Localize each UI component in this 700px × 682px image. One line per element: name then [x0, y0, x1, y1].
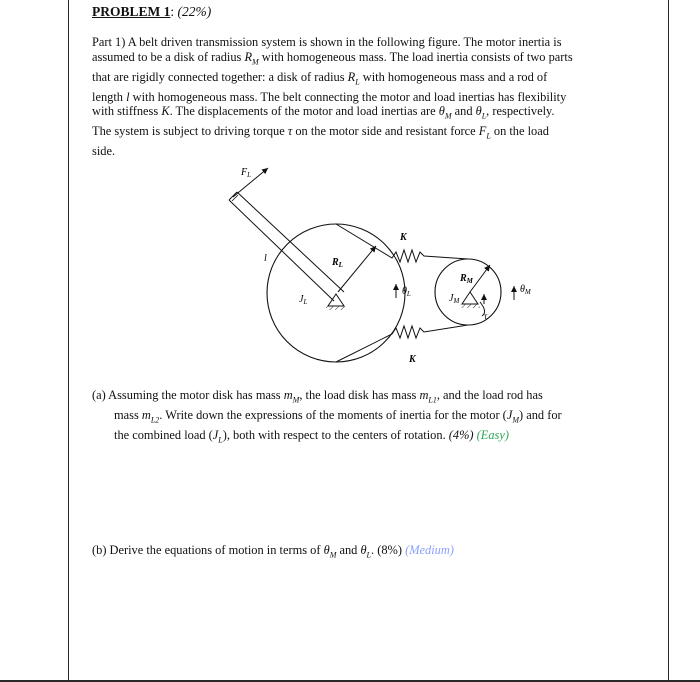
symbol-rm: $R_M$ [244, 49, 259, 67]
load-disk [267, 224, 405, 362]
symbol-l: l [126, 89, 130, 104]
qa-line2: mass $m_{L2}$. Write down the expressions of the moments of inertia for the motor $(J_M)$ and for [114, 408, 562, 425]
motor-pivot-icon [460, 292, 480, 308]
part1-text: with homogeneous mass and a rod of [359, 69, 548, 84]
part1-text: with homogeneous mass. The belt connecting the motor and load inertias has flexibility [129, 89, 567, 104]
belt-top-spring [336, 224, 468, 262]
qa-line3: the combined load $(J_L)$, both with respect to the centers of rotation. (4%) (Easy) [114, 428, 510, 445]
part1-text: and [451, 104, 476, 119]
qa-text: (a) Assuming the motor disk has mass [92, 388, 284, 402]
qb-text: (b) Derive the equations of motion in terms of [92, 543, 324, 557]
part1-text: on the load [490, 124, 549, 139]
part1-text: assumed to be a disk of radius [92, 49, 245, 64]
part1-text: , respectively. [486, 104, 555, 119]
part1-text: on the motor side and resistant force [292, 124, 479, 139]
symbol-fl: $F_L$ [478, 124, 491, 141]
symbol-theta-m: $\theta_M$ [323, 543, 337, 560]
problem-percent: (22%) [177, 4, 212, 19]
question-a [92, 388, 612, 448]
fig-label-rl: $R_L$ [332, 257, 343, 269]
symbol-k: K [161, 104, 170, 119]
difficulty-easy: (Easy) [476, 428, 510, 443]
fig-label-theta-l: $\theta_L$ [402, 286, 411, 298]
part1-text: . The displacements of the motor and load inertias are [169, 104, 439, 119]
part1-text: with stiffness [92, 104, 162, 119]
symbol-ml1: $m_{L1}$ [419, 388, 437, 405]
symbol-jl: $J_L$ [212, 428, 223, 445]
symbol-ml2: $m_{L2}$ [141, 408, 160, 425]
radius-arrow-rl [338, 246, 376, 292]
problem-label: PROBLEM 1 [92, 4, 171, 19]
qa-text: , and the load rod has [436, 388, 543, 402]
fig-label-tau: τ [484, 311, 488, 321]
qa-text: , the load disk has mass [299, 388, 420, 402]
fig-label-theta-m: $\theta_M$ [520, 284, 531, 296]
symbol-jm: $J_M$ [506, 408, 519, 425]
part1-line1: Part 1) A belt driven transmission system is shown in the following figure. The motor inertia is [92, 35, 562, 49]
symbol-theta-l: $\theta_L$ [360, 543, 371, 560]
fig-label-fl: $F_L$ [241, 167, 252, 179]
qb-text: and [336, 543, 361, 557]
load-rod [229, 192, 344, 301]
motor-disk [435, 259, 501, 325]
fig-label-rm: $R_M$ [460, 273, 473, 285]
part1-text: with homogeneous mass. The load inertia consists of two parts [258, 49, 573, 64]
fig-label-k-bottom: K [409, 354, 416, 365]
fig-label-l: l [264, 253, 267, 264]
part1-text: length [92, 89, 127, 104]
symbol-tau: τ [287, 124, 293, 139]
radius-arrow-rm [470, 265, 490, 292]
belt-bottom-spring [336, 325, 468, 362]
part1-text: The system is subject to driving torque [92, 124, 288, 139]
fig-label-jl: $J_L$ [299, 294, 308, 306]
fig-label-k-top: K [400, 232, 407, 243]
difficulty-medium: (Medium) [405, 543, 454, 557]
symbol-theta-m: $\theta_M$ [438, 104, 452, 121]
question-b [92, 543, 612, 563]
part1-text: that are rigidly connected together: a disk of radius [92, 69, 348, 84]
part1-line7: side. [92, 144, 116, 159]
problem-colon: : [170, 4, 175, 19]
qa-percent: (4%) [448, 428, 474, 443]
qb-text: . (8%) [371, 543, 406, 557]
symbol-rl: $R_L$ [347, 69, 360, 87]
symbol-mm: $m_M$ [283, 388, 300, 405]
fig-label-jm: $J_M$ [449, 293, 460, 305]
symbol-theta-l: $\theta_L$ [475, 104, 487, 121]
